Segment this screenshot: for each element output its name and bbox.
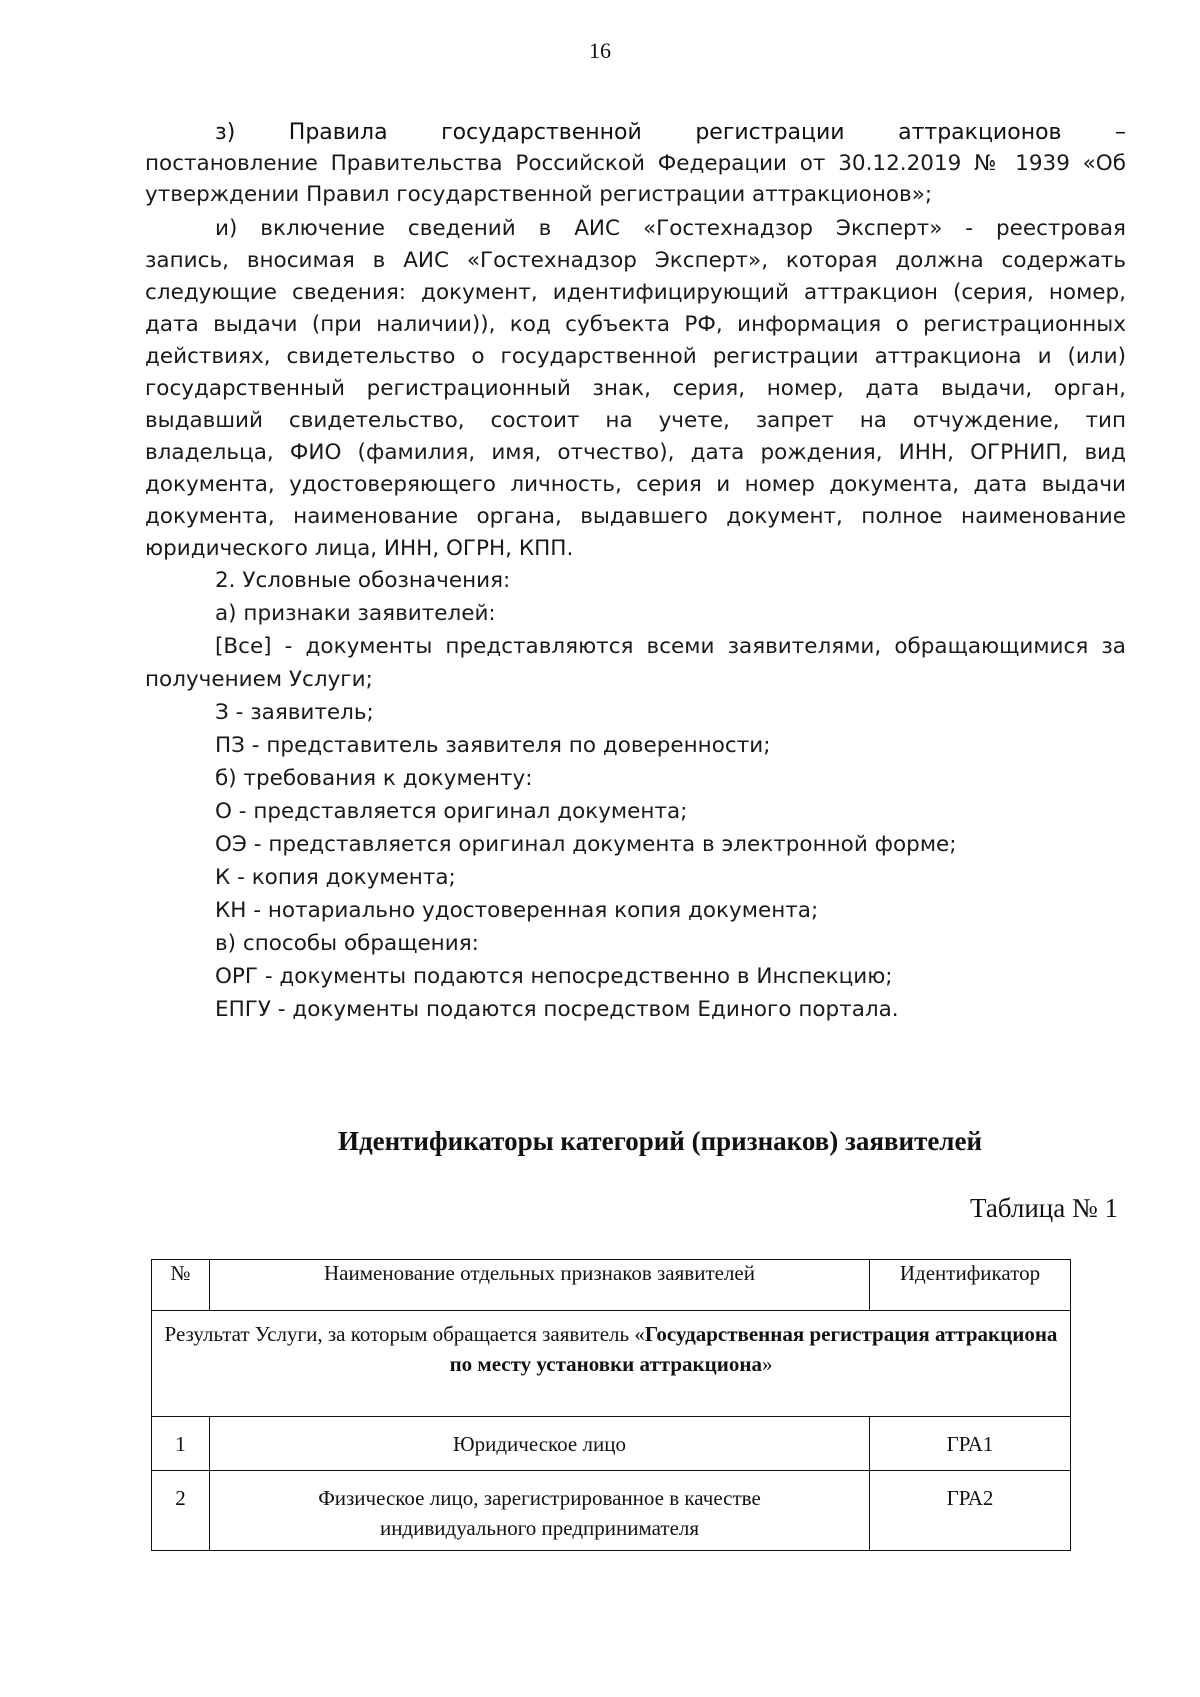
paragraph-i-line-11: юридического лица, ИНН, ОГРН, КПП. — [145, 536, 574, 561]
paragraph-z-line-3: утверждении Правил государственной регистрации аттракционов»; — [145, 182, 933, 207]
legend-heading: 2. Условные обозначения: — [215, 568, 511, 593]
page-number: 16 — [589, 38, 611, 63]
table-header-row — [152, 1260, 1071, 1311]
paragraph-i-line-1: и) включение сведений в АИС «Гостехнадзор Эксперт» - реестровая — [215, 216, 1126, 241]
table-row — [152, 1471, 1071, 1551]
header-number: № — [152, 1260, 210, 1311]
word: регистрации — [695, 120, 845, 145]
paragraph-i-line-7: выдавший свидетельство, состоит на учете, запрет на отчуждение, тип — [145, 408, 1126, 433]
result-row — [152, 1311, 1071, 1417]
legend-all-line-2: получением Услуги; — [145, 667, 373, 692]
word: аттракционов — [898, 120, 1062, 145]
legend-all-line-1: [Все] - документы представляются всеми заявителями, обращающимися за — [215, 634, 1126, 659]
row-number: 2 — [152, 1471, 210, 1551]
row-identifier: ГРА1 — [870, 1417, 1071, 1471]
paragraph-z-line-2: постановление Правительства Российской Федерации от 30.12.2019 № 1939 «Об — [145, 151, 1126, 176]
word: государственной — [441, 120, 642, 145]
row-identifier: ГРА2 — [870, 1471, 1071, 1551]
paragraph-i-line-10: документа, наименование органа, выдавшего документ, полное наименование — [145, 504, 1126, 529]
header-name: Наименование отдельных признаков заявителей — [210, 1260, 870, 1311]
legend-o: О - представляется оригинал документа; — [215, 799, 688, 824]
legend-pz: ПЗ - представитель заявителя по доверенности; — [215, 733, 771, 758]
legend-org: ОРГ - документы подаются непосредственно в Инспекцию; — [215, 964, 893, 989]
legend-b-heading: б) требования к документу: — [215, 766, 533, 791]
word: з) — [215, 120, 236, 145]
legend-k: К - копия документа; — [215, 865, 456, 890]
result-cell — [152, 1311, 1071, 1417]
paragraph-i-line-9: документа, удостоверяющего личность, серия и номер документа, дата выдачи — [145, 472, 1126, 497]
result-suffix: » — [761, 1352, 773, 1376]
paragraph-i-line-4: дата выдачи (при наличии)), код субъекта РФ, информация о регистрационных — [145, 312, 1126, 337]
paragraph-i-line-8: владельца, ФИО (фамилия, имя, отчество), дата рождения, ИНН, ОГРНИП, вид — [145, 440, 1126, 465]
legend-epgu: ЕПГУ - документы подаются посредством Единого портала. — [215, 997, 899, 1022]
applicant-identifiers-table — [151, 1259, 1071, 1551]
legend-z: З - заявитель; — [215, 700, 374, 725]
header-identifier: Идентификатор — [870, 1260, 1071, 1311]
row-name: Физическое лицо, зарегистрированное в качестве индивидуального предпринимателя — [210, 1471, 870, 1551]
section-heading: Идентификаторы категорий (признаков) заявителей — [337, 1126, 983, 1156]
word: – — [1115, 120, 1126, 145]
legend-v-heading: в) способы обращения: — [215, 931, 479, 956]
paragraph-z-line-1 — [215, 120, 1126, 145]
row-name: Юридическое лицо — [210, 1417, 870, 1471]
paragraph-i-line-6: государственный регистрационный знак, серия, номер, дата выдачи, орган, — [145, 376, 1126, 401]
table-row — [152, 1417, 1071, 1471]
legend-kn: КН - нотариально удостоверенная копия документа; — [215, 898, 819, 923]
paragraph-i-line-3: следующие сведения: документ, идентифицирующий аттракцион (серия, номер, — [145, 280, 1126, 305]
row-number: 1 — [152, 1417, 210, 1471]
paragraph-i-line-2: запись, вносимая в АИС «Гостехнадзор Эксперт», которая должна содержать — [145, 248, 1126, 273]
table-caption: Таблица № 1 — [970, 1193, 1118, 1223]
paragraph-i-line-5: действиях, свидетельство о государственной регистрации аттракциона и (или) — [145, 344, 1126, 369]
result-service-name: Государственная регистрация аттракциона по месту установки аттракциона — [449, 1322, 1058, 1376]
legend-a-heading: а) признаки заявителей: — [215, 601, 496, 626]
result-prefix: Результат Услуги, за которым обращается заявитель « — [164, 1322, 645, 1346]
word: Правила — [288, 120, 388, 145]
legend-oe: ОЭ - представляется оригинал документа в электронной форме; — [215, 832, 957, 857]
